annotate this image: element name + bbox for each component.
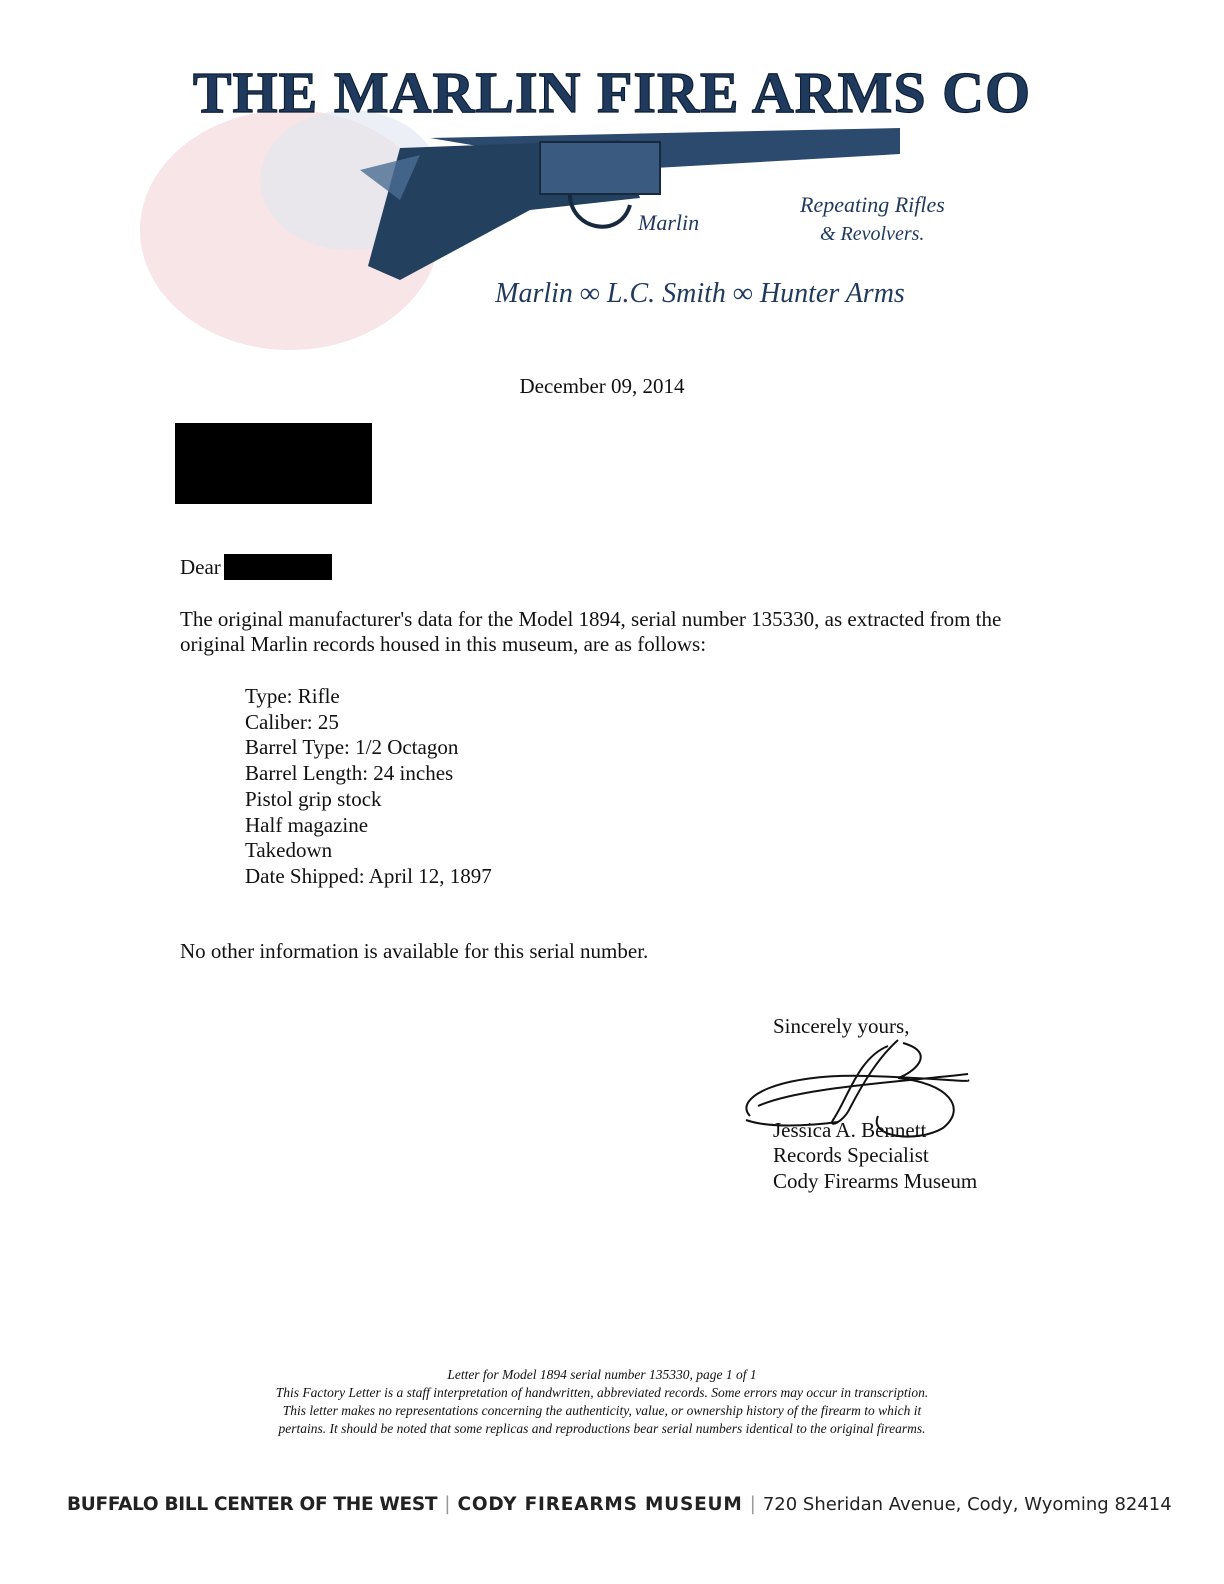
signer-title: Records Specialist — [773, 1143, 929, 1167]
detail-item-date-shipped: Date Shipped: April 12, 1897 — [245, 863, 492, 888]
footer-museum: CODY FIREARMS MUSEUM — [457, 1494, 743, 1515]
disclaimer-line-1: Letter for Model 1894 serial number 135330, page 1 of 1 — [447, 1367, 757, 1382]
detail-item-stock: Pistol grip stock — [245, 786, 382, 811]
detail-item-barrel-length: Barrel Length: 24 inches — [245, 761, 454, 786]
emblem-text-rifles: Repeating Rifles — [800, 192, 945, 217]
footer-address: 720 Sheridan Avenue, Cody, Wyoming 82414 — [762, 1494, 1172, 1515]
disclaimer-line-2: This Factory Letter is a staff interpretation of handwritten, abbreviated records. Some errors may occur in transcription. — [275, 1385, 929, 1400]
emblem-text-revolvers: & Revolvers. — [820, 223, 925, 245]
emblem-text-marlin: Marlin — [638, 210, 700, 235]
closing-note: No other information is available for this serial number. — [180, 939, 649, 963]
footer-organization: BUFFALO BILL CENTER OF THE WEST — [67, 1494, 438, 1515]
letterhead-graphic — [100, 30, 1032, 340]
redacted-recipient-name — [224, 554, 332, 580]
firearm-details-list — [245, 684, 492, 890]
disclaimer-line-4: pertains. It should be noted that some replicas and reproductions bear serial numbers identical to the original firearms. — [278, 1421, 926, 1436]
signer-organization: Cody Firearms Museum — [773, 1169, 978, 1193]
letterhead — [100, 30, 1032, 340]
footer-separator: | — [444, 1494, 451, 1515]
detail-item-caliber: Caliber: 25 — [245, 709, 339, 734]
disclaimer-line-3: This letter makes no representations concerning the authenticity, value, or ownership history of the firearm to which it — [282, 1403, 922, 1418]
signer-name: Jessica A. Bennett — [773, 1118, 927, 1142]
company-name: THE MARLIN FIRE ARMS CO — [192, 60, 1032, 125]
redacted-address-block — [175, 423, 372, 504]
brands-line: Marlin ∞ L.C. Smith ∞ Hunter Arms — [495, 278, 905, 309]
detail-item-barrel-type: Barrel Type: 1/2 Octagon — [245, 735, 459, 760]
salutation-text: Dear — [180, 554, 221, 579]
salutation — [180, 554, 332, 580]
footer — [67, 1494, 1187, 1515]
detail-item-type: Type: Rifle — [245, 684, 340, 708]
intro-paragraph: The original manufacturer's data for the Model 1894, serial number 135330, as extracted from the original Marlin records housed in this museum, are as follows: — [180, 607, 1002, 656]
footer-separator: | — [749, 1494, 756, 1515]
closing-salutation: Sincerely yours, — [773, 1014, 910, 1038]
detail-item-magazine: Half magazine — [245, 812, 369, 837]
detail-item-takedown: Takedown — [245, 838, 333, 863]
letter-date: December 09, 2014 — [519, 374, 685, 398]
